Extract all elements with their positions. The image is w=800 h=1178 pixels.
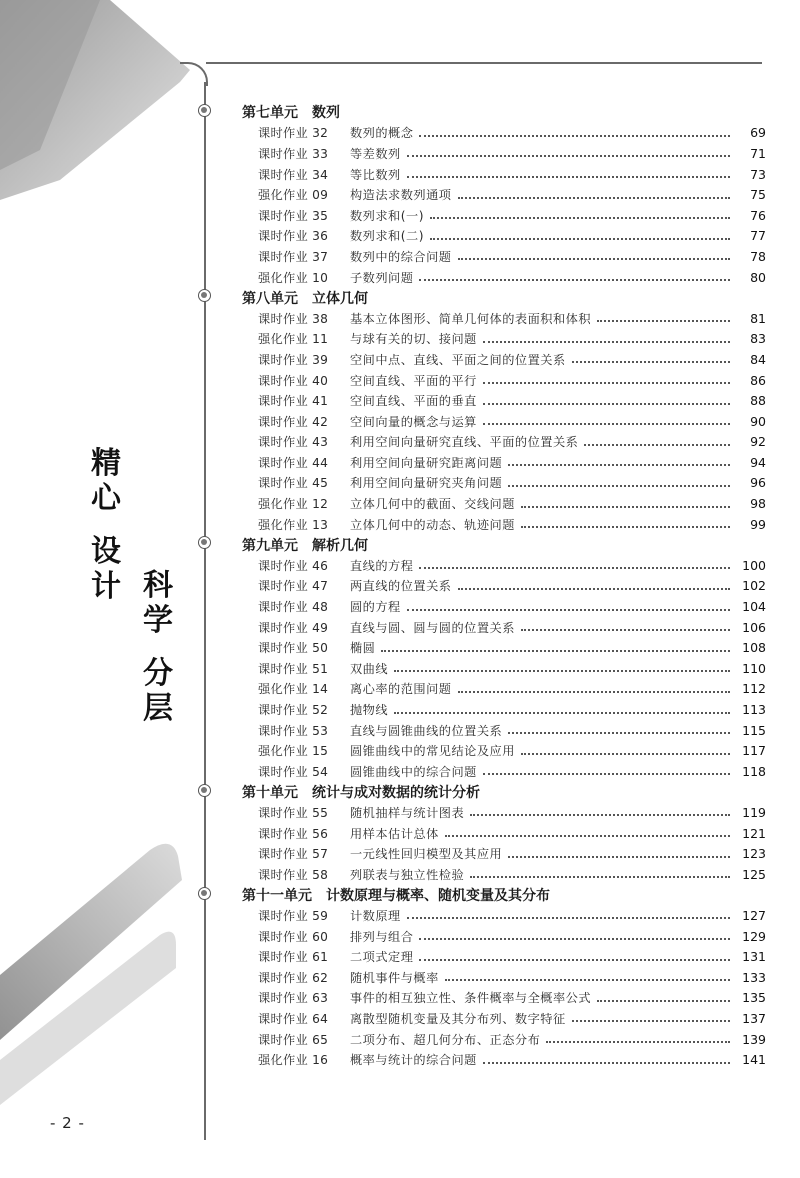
entry-page: 137 bbox=[742, 1010, 766, 1026]
entry-page: 112 bbox=[742, 681, 766, 697]
unit-number: 第七单元 bbox=[242, 105, 298, 122]
dot-leader bbox=[407, 609, 730, 611]
entry-page: 121 bbox=[742, 825, 766, 841]
entry-page: 77 bbox=[750, 228, 766, 244]
dot-leader bbox=[521, 629, 730, 631]
dot-leader bbox=[508, 485, 730, 487]
dot-leader bbox=[483, 773, 730, 775]
toc-entry[interactable] bbox=[196, 1029, 766, 1050]
dot-leader bbox=[445, 835, 730, 837]
slogan-char: 科 bbox=[143, 568, 173, 603]
dot-leader bbox=[407, 155, 730, 157]
entry-page: 84 bbox=[750, 351, 766, 367]
entry-page: 133 bbox=[742, 969, 766, 985]
entry-page: 129 bbox=[742, 928, 766, 944]
entry-title: 用样本估计总体 bbox=[350, 826, 439, 841]
toc-entry[interactable] bbox=[196, 164, 766, 185]
entry-title: 概率与统计的综合问题 bbox=[350, 1053, 477, 1068]
entry-title: 随机事件与概率 bbox=[350, 970, 439, 985]
entry-code: 课时作业 49 bbox=[258, 620, 329, 635]
entry-code: 课时作业 44 bbox=[258, 455, 329, 470]
entry-code: 强化作业 13 bbox=[258, 517, 329, 532]
entry-title: 空间直线、平面的垂直 bbox=[350, 394, 477, 409]
entry-title: 空间中点、直线、平面之间的位置关系 bbox=[350, 352, 566, 367]
entry-code: 课时作业 59 bbox=[258, 908, 329, 923]
dot-leader bbox=[470, 876, 730, 878]
entry-title: 椭圆 bbox=[350, 641, 376, 656]
entry-page: 75 bbox=[750, 187, 766, 203]
toc-entry[interactable] bbox=[196, 514, 766, 535]
toc-entry[interactable] bbox=[196, 246, 766, 267]
entry-page: 71 bbox=[750, 145, 766, 161]
entry-page: 117 bbox=[742, 743, 766, 759]
entry-code: 强化作业 15 bbox=[258, 744, 329, 759]
entry-page: 131 bbox=[742, 949, 766, 965]
dot-leader bbox=[458, 691, 731, 693]
entry-page: 104 bbox=[742, 599, 766, 615]
entry-code: 课时作业 41 bbox=[258, 394, 329, 409]
entry-code: 课时作业 52 bbox=[258, 703, 329, 718]
entry-code: 课时作业 64 bbox=[258, 1011, 329, 1026]
entry-title: 随机抽样与统计图表 bbox=[350, 805, 465, 820]
entry-code: 课时作业 65 bbox=[258, 1032, 329, 1047]
entry-title: 一元线性回归模型及其应用 bbox=[350, 847, 503, 862]
entry-page: 81 bbox=[750, 310, 766, 326]
entry-code: 课时作业 53 bbox=[258, 723, 329, 738]
entry-page: 90 bbox=[750, 413, 766, 429]
entry-page: 73 bbox=[750, 166, 766, 182]
entry-code: 强化作业 09 bbox=[258, 188, 329, 203]
entry-code: 课时作业 43 bbox=[258, 435, 329, 450]
entry-code: 课时作业 47 bbox=[258, 579, 329, 594]
unit-number: 第十单元 bbox=[242, 784, 298, 801]
dot-leader bbox=[483, 423, 730, 425]
toc-entry[interactable] bbox=[196, 946, 766, 967]
toc-entry[interactable] bbox=[196, 473, 766, 494]
bullet-icon bbox=[198, 887, 211, 900]
entry-title: 离散型随机变量及其分布列、数字特征 bbox=[350, 1011, 566, 1026]
entry-code: 课时作业 56 bbox=[258, 826, 329, 841]
entry-title: 基本立体图形、简单几何体的表面积和体积 bbox=[350, 311, 592, 326]
dot-leader bbox=[458, 258, 731, 260]
table-of-contents bbox=[196, 102, 766, 1070]
entry-title: 直线与圆锥曲线的位置关系 bbox=[350, 723, 503, 738]
entry-title: 抛物线 bbox=[350, 703, 389, 718]
toc-entry[interactable] bbox=[196, 823, 766, 844]
entry-code: 课时作业 48 bbox=[258, 600, 329, 615]
entry-code: 课时作业 34 bbox=[258, 167, 329, 182]
entry-code: 课时作业 33 bbox=[258, 146, 329, 161]
dot-leader bbox=[597, 320, 730, 322]
unit-heading bbox=[196, 885, 766, 906]
entry-title: 二项式定理 bbox=[350, 950, 414, 965]
dot-leader bbox=[430, 238, 730, 240]
unit-title: 立体几何 bbox=[312, 290, 368, 307]
toc-entry[interactable] bbox=[196, 720, 766, 741]
dot-leader bbox=[394, 712, 730, 714]
dot-leader bbox=[572, 1020, 730, 1022]
dot-leader bbox=[508, 732, 730, 734]
entry-title: 二项分布、超几何分布、正态分布 bbox=[350, 1032, 541, 1047]
toc-entry[interactable] bbox=[196, 926, 766, 947]
entry-code: 课时作业 46 bbox=[258, 558, 329, 573]
toc-entry[interactable] bbox=[196, 1008, 766, 1029]
entry-page: 98 bbox=[750, 496, 766, 512]
toc-entry[interactable] bbox=[196, 699, 766, 720]
toc-entry[interactable] bbox=[196, 452, 766, 473]
entry-code: 课时作业 63 bbox=[258, 991, 329, 1006]
entry-title: 立体几何中的动态、轨迹问题 bbox=[350, 517, 515, 532]
unit-title: 解析几何 bbox=[312, 537, 368, 554]
entry-page: 118 bbox=[742, 763, 766, 779]
entry-title: 空间直线、平面的平行 bbox=[350, 373, 477, 388]
entry-title: 圆锥曲线中的常见结论及应用 bbox=[350, 744, 515, 759]
dot-leader bbox=[458, 588, 731, 590]
toc-entry[interactable] bbox=[196, 205, 766, 226]
unit-title: 计数原理与概率、随机变量及其分布 bbox=[326, 887, 550, 904]
unit-heading bbox=[196, 534, 766, 555]
entry-title: 圆的方程 bbox=[350, 600, 401, 615]
dot-leader bbox=[458, 197, 731, 199]
entry-page: 80 bbox=[750, 269, 766, 285]
bullet-icon bbox=[198, 536, 211, 549]
entry-title: 与球有关的切、接问题 bbox=[350, 332, 477, 347]
toc-entry[interactable] bbox=[196, 843, 766, 864]
toc-entry[interactable] bbox=[196, 267, 766, 288]
dot-leader bbox=[483, 403, 730, 405]
toc-entry[interactable] bbox=[196, 370, 766, 391]
entry-code: 课时作业 37 bbox=[258, 249, 329, 264]
bullet-icon bbox=[198, 289, 211, 302]
entry-page: 99 bbox=[750, 516, 766, 532]
toc-entry[interactable] bbox=[196, 143, 766, 164]
slogan-char: 学 bbox=[143, 603, 173, 638]
entry-title: 利用空间向量研究距离问题 bbox=[350, 455, 503, 470]
entry-page: 123 bbox=[742, 846, 766, 862]
entry-page: 69 bbox=[750, 125, 766, 141]
dot-leader bbox=[546, 1041, 730, 1043]
toc-entry[interactable] bbox=[196, 988, 766, 1009]
entry-code: 课时作业 45 bbox=[258, 476, 329, 491]
entry-title: 数列求和(二) bbox=[350, 229, 424, 244]
dot-leader bbox=[430, 217, 730, 219]
entry-page: 94 bbox=[750, 454, 766, 470]
page-number: - 2 - bbox=[50, 1114, 85, 1132]
dot-leader bbox=[470, 814, 730, 816]
dot-leader bbox=[572, 361, 730, 363]
toc-entry[interactable] bbox=[196, 329, 766, 350]
toc-entry[interactable] bbox=[196, 308, 766, 329]
entry-title: 等比数列 bbox=[350, 167, 401, 182]
entry-page: 139 bbox=[742, 1031, 766, 1047]
slogan-char bbox=[140, 638, 176, 656]
dot-leader bbox=[483, 382, 730, 384]
entry-title: 直线的方程 bbox=[350, 558, 414, 573]
toc-entry[interactable] bbox=[196, 1049, 766, 1070]
slogan-char: 分 bbox=[143, 656, 173, 691]
entry-page: 92 bbox=[750, 434, 766, 450]
entry-code: 课时作业 50 bbox=[258, 641, 329, 656]
toc-entry[interactable] bbox=[196, 555, 766, 576]
dot-leader bbox=[419, 279, 730, 281]
dot-leader bbox=[419, 959, 730, 961]
top-rule bbox=[206, 62, 762, 64]
entry-code: 课时作业 58 bbox=[258, 867, 329, 882]
entry-title: 子数列问题 bbox=[350, 270, 414, 285]
entry-code: 课时作业 35 bbox=[258, 208, 329, 223]
entry-title: 利用空间向量研究直线、平面的位置关系 bbox=[350, 435, 579, 450]
entry-page: 119 bbox=[742, 804, 766, 820]
entry-title: 直线与圆、圆与圆的位置关系 bbox=[350, 620, 515, 635]
dot-leader bbox=[419, 135, 730, 137]
entry-page: 78 bbox=[750, 248, 766, 264]
dot-leader bbox=[419, 567, 730, 569]
dot-leader bbox=[381, 650, 730, 652]
toc-entry[interactable] bbox=[196, 740, 766, 761]
toc-entry[interactable] bbox=[196, 493, 766, 514]
dot-leader bbox=[419, 938, 730, 940]
dot-leader bbox=[521, 526, 730, 528]
slogan-char: 设 bbox=[91, 534, 121, 569]
toc-entry[interactable] bbox=[196, 596, 766, 617]
bullet-icon bbox=[198, 784, 211, 797]
dot-leader bbox=[508, 464, 730, 466]
entry-code: 课时作业 55 bbox=[258, 805, 329, 820]
entry-title: 计数原理 bbox=[350, 908, 401, 923]
entry-title: 数列中的综合问题 bbox=[350, 249, 452, 264]
entry-page: 83 bbox=[750, 331, 766, 347]
entry-code: 课时作业 32 bbox=[258, 126, 329, 141]
entry-page: 108 bbox=[742, 640, 766, 656]
entry-page: 135 bbox=[742, 990, 766, 1006]
dot-leader bbox=[445, 979, 730, 981]
unit-number: 第十一单元 bbox=[242, 887, 312, 904]
entry-title: 立体几何中的截面、交线问题 bbox=[350, 497, 515, 512]
bullet-icon bbox=[198, 104, 211, 117]
toc-entry[interactable] bbox=[196, 576, 766, 597]
toc-entry[interactable] bbox=[196, 390, 766, 411]
entry-title: 排列与组合 bbox=[350, 929, 414, 944]
toc-entry[interactable] bbox=[196, 123, 766, 144]
entry-page: 125 bbox=[742, 866, 766, 882]
entry-page: 100 bbox=[742, 557, 766, 573]
unit-title: 统计与成对数据的统计分析 bbox=[312, 784, 480, 801]
entry-title: 空间向量的概念与运算 bbox=[350, 414, 477, 429]
entry-title: 事件的相互独立性、条件概率与全概率公式 bbox=[350, 991, 592, 1006]
entry-page: 113 bbox=[742, 702, 766, 718]
toc-entry[interactable] bbox=[196, 864, 766, 885]
toc-entry[interactable] bbox=[196, 184, 766, 205]
entry-title: 利用空间向量研究夹角问题 bbox=[350, 476, 503, 491]
entry-title: 等差数列 bbox=[350, 146, 401, 161]
slogan-column-2 bbox=[140, 568, 176, 726]
entry-code: 课时作业 62 bbox=[258, 970, 329, 985]
entry-code: 强化作业 11 bbox=[258, 332, 329, 347]
entry-page: 141 bbox=[742, 1052, 766, 1068]
toc-entry[interactable] bbox=[196, 658, 766, 679]
toc-entry[interactable] bbox=[196, 905, 766, 926]
entry-code: 课时作业 36 bbox=[258, 229, 329, 244]
entry-code: 课时作业 40 bbox=[258, 373, 329, 388]
toc-entry[interactable] bbox=[196, 349, 766, 370]
dot-leader bbox=[584, 444, 730, 446]
dot-leader bbox=[483, 341, 730, 343]
toc-entry[interactable] bbox=[196, 637, 766, 658]
toc-entry[interactable] bbox=[196, 761, 766, 782]
unit-heading bbox=[196, 782, 766, 803]
slogan-char: 计 bbox=[91, 569, 121, 604]
unit-number: 第八单元 bbox=[242, 290, 298, 307]
entry-page: 88 bbox=[750, 393, 766, 409]
entry-page: 115 bbox=[742, 722, 766, 738]
slogan-char: 精 bbox=[91, 446, 121, 481]
entry-code: 课时作业 39 bbox=[258, 352, 329, 367]
entry-code: 课时作业 61 bbox=[258, 950, 329, 965]
toc-entry[interactable] bbox=[196, 679, 766, 700]
entry-page: 127 bbox=[742, 907, 766, 923]
dot-leader bbox=[407, 176, 730, 178]
dot-leader bbox=[597, 1000, 730, 1002]
entry-code: 强化作业 12 bbox=[258, 497, 329, 512]
entry-page: 102 bbox=[742, 578, 766, 594]
entry-title: 双曲线 bbox=[350, 661, 389, 676]
entry-title: 构造法求数列通项 bbox=[350, 188, 452, 203]
slogan-char: 层 bbox=[143, 691, 173, 726]
unit-title: 数列 bbox=[312, 105, 340, 122]
entry-page: 96 bbox=[750, 475, 766, 491]
entry-code: 课时作业 42 bbox=[258, 414, 329, 429]
dot-leader bbox=[508, 856, 730, 858]
entry-title: 列联表与独立性检验 bbox=[350, 867, 465, 882]
dot-leader bbox=[483, 1062, 730, 1064]
toc-entry[interactable] bbox=[196, 967, 766, 988]
entry-title: 离心率的范围问题 bbox=[350, 682, 452, 697]
toc-entry[interactable] bbox=[196, 432, 766, 453]
unit-heading bbox=[196, 287, 766, 308]
toc-entry[interactable] bbox=[196, 411, 766, 432]
entry-code: 课时作业 54 bbox=[258, 764, 329, 779]
dot-leader bbox=[521, 506, 730, 508]
dot-leader bbox=[394, 670, 730, 672]
entry-title: 数列求和(一) bbox=[350, 208, 424, 223]
toc-entry[interactable] bbox=[196, 802, 766, 823]
toc-entry[interactable] bbox=[196, 617, 766, 638]
dot-leader bbox=[521, 753, 730, 755]
slogan-column-1 bbox=[88, 446, 124, 604]
entry-page: 76 bbox=[750, 207, 766, 223]
entry-code: 课时作业 60 bbox=[258, 929, 329, 944]
entry-code: 强化作业 10 bbox=[258, 270, 329, 285]
slogan-char bbox=[88, 516, 124, 534]
unit-heading bbox=[196, 102, 766, 123]
unit-number: 第九单元 bbox=[242, 537, 298, 554]
dot-leader bbox=[407, 917, 730, 919]
entry-code: 课时作业 51 bbox=[258, 661, 329, 676]
entry-title: 圆锥曲线中的综合问题 bbox=[350, 764, 477, 779]
entry-title: 两直线的位置关系 bbox=[350, 579, 452, 594]
entry-page: 86 bbox=[750, 372, 766, 388]
entry-title: 数列的概念 bbox=[350, 126, 414, 141]
slogan-char: 心 bbox=[91, 481, 121, 516]
entry-page: 110 bbox=[742, 660, 766, 676]
entry-page: 106 bbox=[742, 619, 766, 635]
entry-code: 强化作业 14 bbox=[258, 682, 329, 697]
entry-code: 课时作业 38 bbox=[258, 311, 329, 326]
entry-code: 强化作业 16 bbox=[258, 1053, 329, 1068]
entry-code: 课时作业 57 bbox=[258, 847, 329, 862]
toc-entry[interactable] bbox=[196, 226, 766, 247]
